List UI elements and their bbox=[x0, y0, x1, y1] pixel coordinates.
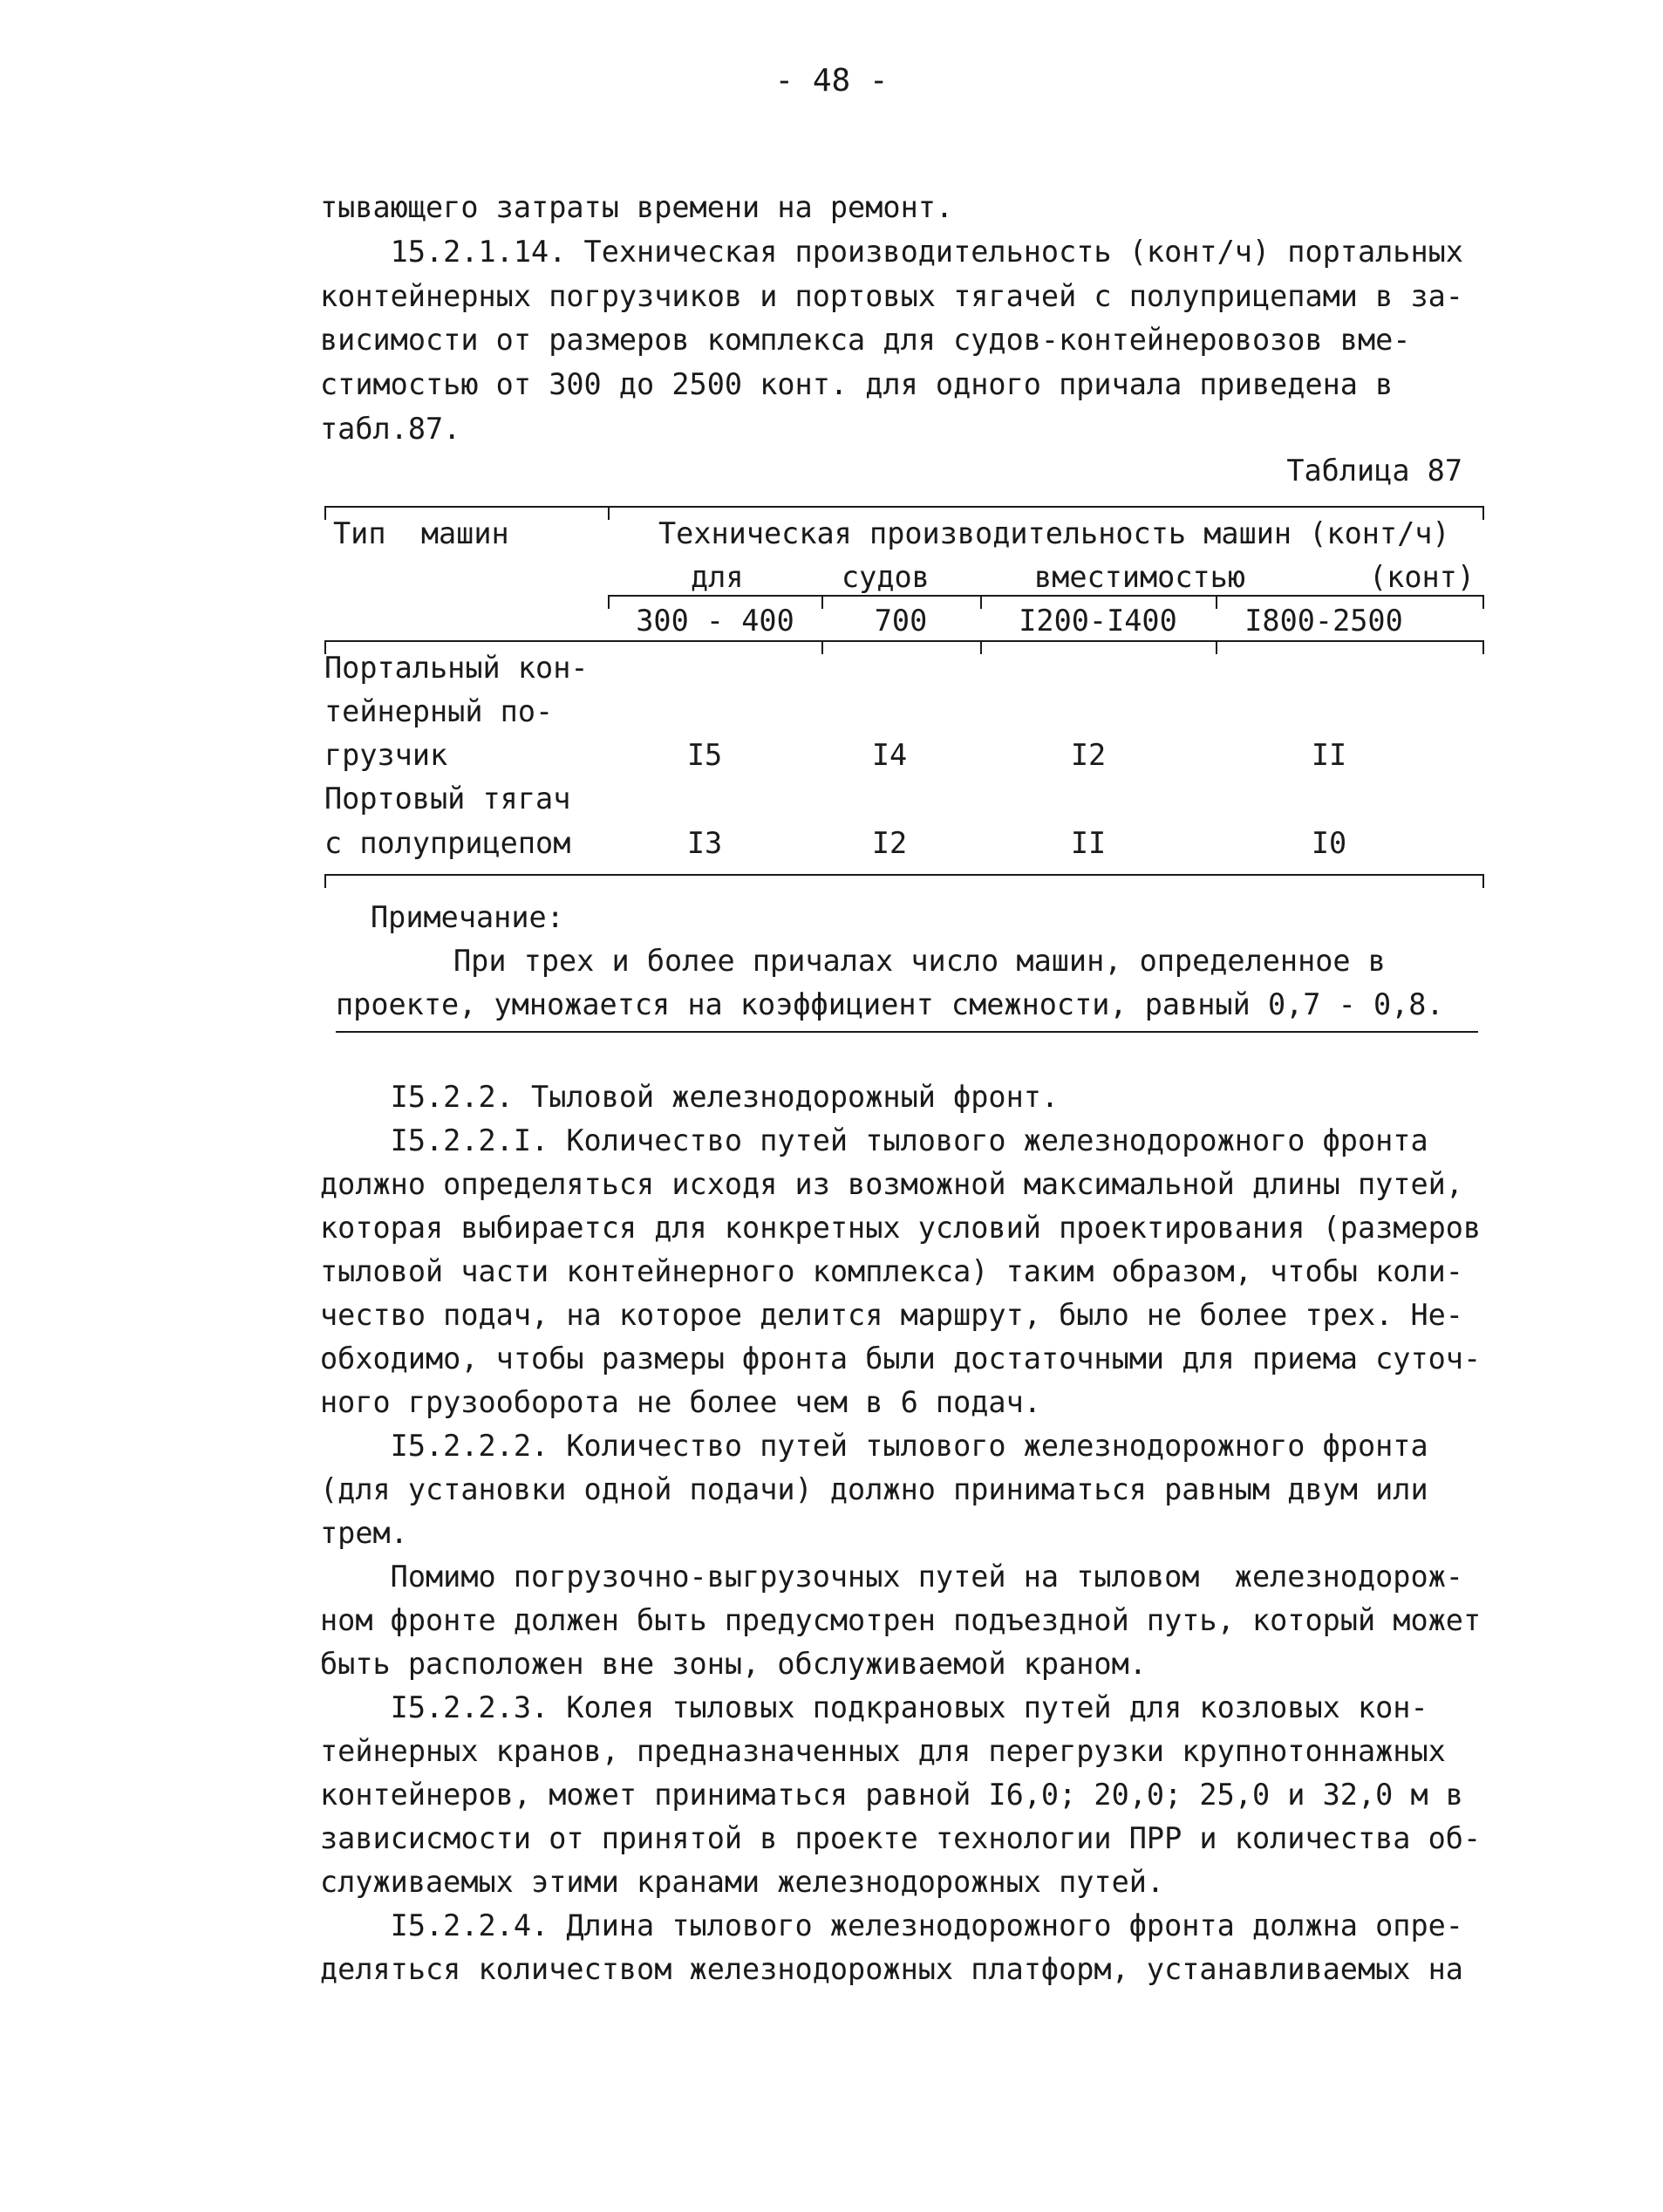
table-tick bbox=[1482, 640, 1484, 654]
text-line: I5.2.2.4. Длина тылового железнодорожного фронта должна опре- bbox=[320, 1908, 1463, 1942]
table-tick bbox=[608, 595, 610, 609]
text-line: стимостью от 300 до 2500 конт. для одного причала приведена в bbox=[320, 367, 1394, 401]
row-name-line: Портовый тягач bbox=[324, 782, 571, 816]
text-line: I5.2.2.2. Количество путей тылового железнодорожного фронта bbox=[320, 1429, 1428, 1463]
note-line: При трех и более причалах число машин, определенное в bbox=[453, 944, 1386, 978]
capacity-col-header: 300 - 400 bbox=[636, 604, 794, 638]
text-line: Помимо погрузочно-выгрузочных путей на тыловом железнодорож- bbox=[320, 1560, 1463, 1594]
table-caption: Таблица 87 bbox=[1286, 454, 1462, 488]
table-tick bbox=[980, 595, 982, 609]
col-header-machine-type: Тип машин bbox=[333, 516, 509, 550]
text-line: I5.2.2. Тыловой железнодорожный фронт. bbox=[320, 1080, 1060, 1114]
table-tick bbox=[1482, 595, 1484, 609]
note-line: проекте, умножается на коэффициент смежности, равный 0,7 - 0,8. bbox=[336, 987, 1444, 1021]
table-tick bbox=[980, 640, 982, 654]
table-bottom-rule bbox=[324, 874, 1484, 876]
text-line: контейнерных погрузчиков и портовых тягачей с полуприцепами в за- bbox=[320, 279, 1463, 313]
table-tick bbox=[821, 640, 823, 654]
table-value: I5 bbox=[686, 738, 723, 772]
header-bottom-rule bbox=[324, 640, 1484, 642]
text-line: (для установки одной подачи) должно приниматься равным двум или bbox=[320, 1472, 1428, 1506]
table-tick bbox=[608, 506, 610, 520]
text-line: тывающего затраты времени на ремонт. bbox=[320, 190, 954, 224]
text-line: контейнеров, может приниматься равной I6,0; 20,0; 25,0 и 32,0 м в bbox=[320, 1778, 1463, 1812]
text-line: ном фронте должен быть предусмотрен подъездной путь, который может bbox=[320, 1603, 1482, 1637]
table-tick bbox=[324, 506, 326, 520]
table-value: I2 bbox=[1070, 738, 1107, 772]
text-line: табл.87. bbox=[320, 412, 461, 446]
table-tick bbox=[1216, 595, 1217, 609]
span-header-word: (конт) bbox=[1369, 560, 1476, 594]
text-line: тейнерных кранов, предназначенных для перегрузки крупнотоннажных bbox=[320, 1734, 1446, 1768]
text-line: висимости от размеров комплекса для судов-контейнеровозов вме- bbox=[320, 323, 1411, 357]
text-line: обходимо, чтобы размеры фронта были достаточными для приема суточ- bbox=[320, 1342, 1482, 1376]
table-value: I2 bbox=[871, 826, 908, 860]
table-value: II bbox=[1311, 738, 1347, 772]
span-header-line1: Техническая производительность машин (конт/ч) bbox=[658, 516, 1450, 550]
table-value: I3 bbox=[686, 826, 723, 860]
table-tick bbox=[324, 874, 326, 888]
subheader-rule bbox=[608, 595, 1484, 597]
page-number: - 48 - bbox=[774, 63, 889, 99]
table-tick bbox=[821, 595, 823, 609]
capacity-col-header: 700 bbox=[874, 604, 928, 638]
text-line: деляться количеством железнодорожных платформ, устанавливаемых на bbox=[320, 1952, 1463, 1986]
span-header-word: для bbox=[691, 560, 744, 594]
text-line: ного грузооборота не более чем в 6 подач. bbox=[320, 1385, 1041, 1419]
table-value: II bbox=[1070, 826, 1107, 860]
text-line: быть расположен вне зоны, обслуживаемой краном. bbox=[320, 1647, 1147, 1681]
table-tick bbox=[1482, 874, 1484, 888]
table-value: I0 bbox=[1311, 826, 1347, 860]
row-name-line: с полуприцепом bbox=[324, 826, 571, 860]
note-label: Примечание: bbox=[371, 900, 564, 934]
text-line: должно определяться исходя из возможной максимальной длины путей, bbox=[320, 1167, 1463, 1201]
text-line: которая выбирается для конкретных условий проектирования (размеров bbox=[320, 1211, 1482, 1245]
table-tick bbox=[1216, 640, 1217, 654]
row-name-line: тейнерный по- bbox=[324, 694, 554, 728]
text-line: I5.2.2.3. Колея тыловых подкрановых путей для козловых кон- bbox=[320, 1690, 1428, 1724]
note-rule bbox=[336, 1031, 1478, 1033]
span-header-word: судов bbox=[842, 560, 930, 594]
capacity-col-header: I200-I400 bbox=[1019, 604, 1177, 638]
table-value: I4 bbox=[871, 738, 908, 772]
row-name-line: Портальный кон- bbox=[324, 651, 589, 685]
table-tick bbox=[1482, 506, 1484, 520]
row-name-line: грузчик bbox=[324, 738, 448, 772]
text-line: I5.2.2.I. Количество путей тылового железнодорожного фронта bbox=[320, 1123, 1428, 1157]
capacity-col-header: I800-2500 bbox=[1244, 604, 1403, 638]
table-top-border bbox=[324, 506, 1484, 508]
text-line: служиваемых этими кранами железнодорожных путей. bbox=[320, 1865, 1165, 1899]
span-header-word: вместимостью bbox=[1034, 560, 1246, 594]
table-87 bbox=[324, 502, 1484, 886]
text-line: зависисмости от принятой в проекте технологии ПРР и количества об- bbox=[320, 1821, 1482, 1855]
text-line: трем. bbox=[320, 1516, 408, 1550]
text-line: чество подач, на которое делится маршрут, было не более трех. Не- bbox=[320, 1298, 1463, 1332]
text-line: тыловой части контейнерного комплекса) таким образом, чтобы коли- bbox=[320, 1254, 1463, 1288]
text-line: 15.2.1.14. Техническая производительность (конт/ч) портальных bbox=[320, 235, 1463, 269]
